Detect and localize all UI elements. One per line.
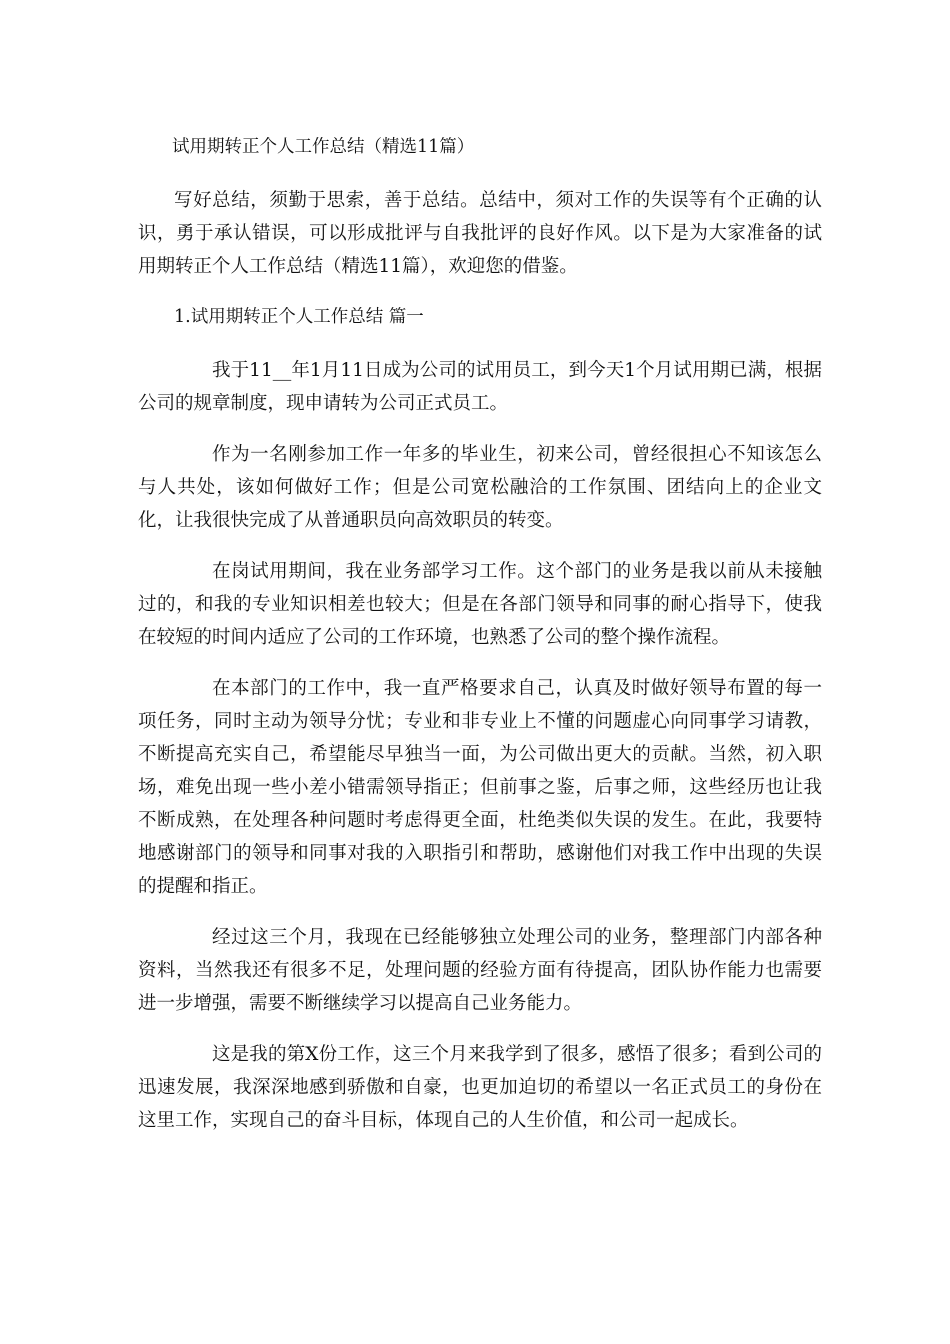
body-paragraph-6: 这是我的第X份工作，这三个月来我学到了很多，感悟了很多；看到公司的迅速发展，我深深地感到骄傲和自豪，也更加迫切的希望以一名正式员工的身份在这里工作，实现自己的奋斗目标，体现自己的人生价值，和公司一起成长。 [138,1044,822,1131]
body-paragraph-2: 作为一名刚参加工作一年多的毕业生，初来公司，曾经很担心不知该怎么与人共处，该如何做好工作；但是公司宽松融洽的工作氛围、团结向上的企业文化，让我很快完成了从普通职员向高效职员的转变。 [138,444,822,531]
body-paragraph-5: 经过这三个月，我现在已经能够独立处理公司的业务，整理部门内部各种资料，当然我还有很多不足，处理问题的经验方面有待提高，团队协作能力也需要进一步增强，需要不断继续学习以提高自己业务能力。 [138,927,822,1014]
section-heading: 1.试用期转正个人工作总结 篇一 [174,307,424,327]
body-paragraph-4: 在本部门的工作中，我一直严格要求自己，认真及时做好领导布置的每一项任务，同时主动为领导分忧；专业和非专业上不懂的问题虚心向同事学习请教，不断提高充实自己，希望能尽早独当一面，为公司做出更大的贡献。当然，初入职场，难免出现一些小差小错需领导指正；但前事之鉴，后事之师，这些经历也让我不断成熟，在处理各种问题时考虑得更全面，杜绝类似失误的发生。在此，我要特地感谢部门的领导和同事对我的入职指引和帮助，感谢他们对我工作中出现的失误的提醒和指正。 [138,678,822,897]
intro-paragraph: 写好总结，须勤于思索，善于总结。总结中，须对工作的失误等有个正确的认识，勇于承认错误，可以形成批评与自我批评的良好作风。以下是为大家准备的试用期转正个人工作总结（精选11篇），欢迎您的借鉴。 [138,190,822,277]
document-title: 试用期转正个人工作总结（精选11篇） [172,137,475,157]
body-paragraph-1: 我于11__年1月11日成为公司的试用员工，到今天1个月试用期已满，根据公司的规章制度，现申请转为公司正式员工。 [138,360,822,414]
body-paragraph-3: 在岗试用期间，我在业务部学习工作。这个部门的业务是我以前从未接触过的，和我的专业知识相差也较大；但是在各部门领导和同事的耐心指导下，使我在较短的时间内适应了公司的工作环境，也熟悉了公司的整个操作流程。 [138,561,822,648]
document-body [138,130,822,1155]
